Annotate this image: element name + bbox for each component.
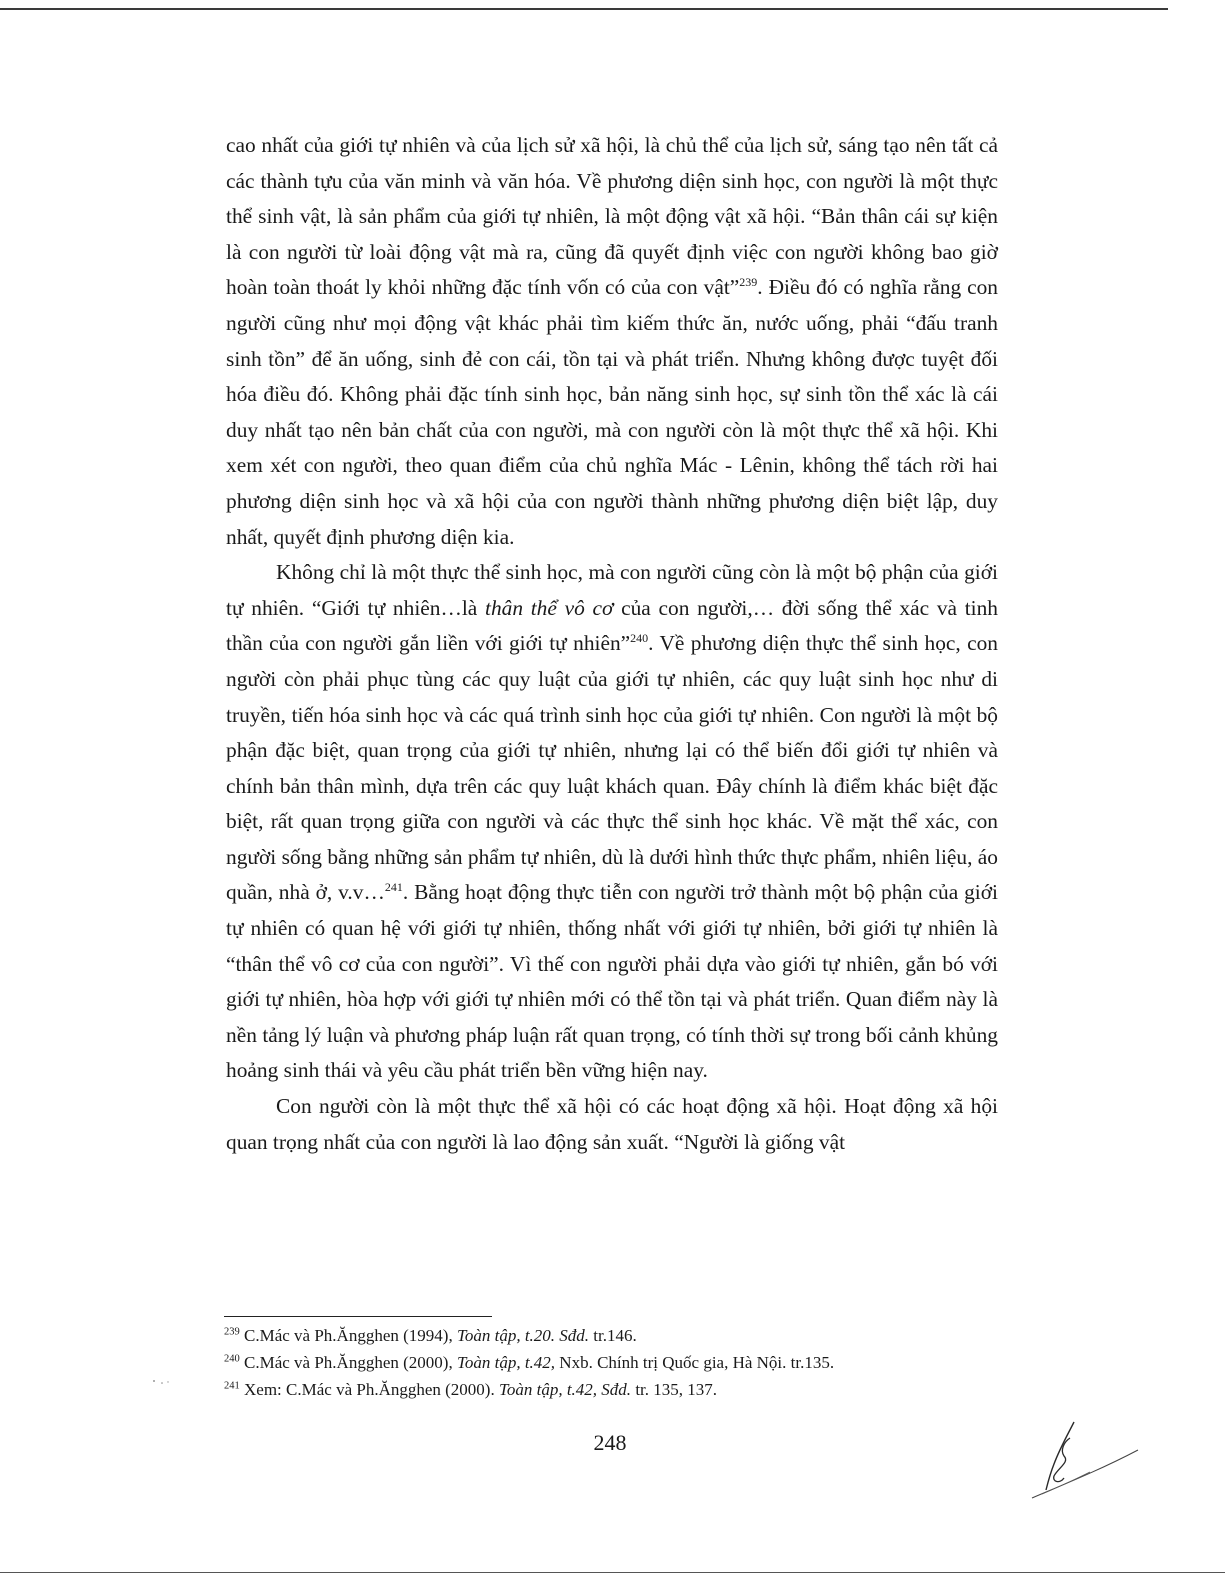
body-text [226, 128, 998, 1160]
footnote-239 [224, 1322, 1004, 1349]
text-run: C.Mác và Ph.Ăngghen (2000), [239, 1353, 457, 1372]
text-run: . Điều đó có nghĩa rằng con người cũng như mọi động vật khác phải tìm kiếm thức ăn, nước uống, phải “đấu tranh sinh tồn” để ăn uống, sinh đẻ con cái, tồn tại và phát triển. Nhưng không được tuyệt đối hóa điều đó. Không phải đặc tính sinh học, bản năng sinh học, sự sinh tồn thể xác là cái duy nhất tạo nên bản chất của con người, mà con người còn là một thực thể xã hội. Khi xem xét con người, theo quan điểm của chủ nghĩa Mác - Lênin, không thể tách rời hai phương diện sinh học và xã hội của con người thành những phương diện biệt lập, duy nhất, quyết định phương diện kia. [226, 275, 998, 549]
footnote-number: 240 [224, 1353, 240, 1365]
scan-speck [150, 1378, 180, 1386]
text-run: tr. 135, 137. [631, 1380, 718, 1399]
text-run: Nxb. Chính trị Quốc gia, Hà Nội. tr.135. [555, 1353, 835, 1372]
text-run: của con người,… đời sống thể xác và tinh thần của con người gắn liền với giới tự nhiên” [226, 595, 998, 656]
italic-text: thân thể vô cơ [485, 595, 614, 620]
text-run: C.Mác và Ph.Ăngghen (1994), [239, 1326, 457, 1345]
footnote-ref: 239 [739, 275, 758, 290]
text-run: Không chỉ là một thực thể sinh học, mà con người cũng còn là một bộ phận của giới tự nhiên. “Giới tự nhiên…là [226, 560, 998, 620]
italic-text: Toàn tập, t.20. Sđd. [456, 1326, 590, 1345]
text-run: Con người còn là một thực thể xã hội có các hoạt động xã hội. Hoạt động xã hội quan trọng nhất của con người là lao động sản xuất. “Người là giống vật [226, 1094, 998, 1154]
footnote-number: 241 [224, 1380, 240, 1392]
footnote-ref: 241 [384, 880, 403, 895]
italic-text: Toàn tập, t.42, Sđd. [498, 1380, 632, 1399]
text-run: . Về phương diện thực thể sinh học, con người còn phải phục tùng các quy luật của giới tự nhiên, các quy luật sinh học như di truyền, tiến hóa sinh học và các quá trình sinh học của giới tự nhiên. Con người là một bộ phận đặc biệt, quan trọng của giới tự nhiên, nhưng lại có thể biến đổi giới tự nhiên và chính bản thân mình, dựa trên các quy luật khách quan. Đây chính là điểm khác biệt đặc biệt, rất quan trọng giữa con người và các thực thể sinh học khác. Về mặt thể xác, con người sống bằng những sản phẩm tự nhiên, dù là dưới hình thức thực phẩm, nhiên liệu, áo quần, nhà ở, v.v… [226, 631, 998, 905]
page-number: 248 [593, 1430, 627, 1455]
footnote-241 [224, 1376, 1004, 1403]
footnote-240 [224, 1349, 1004, 1376]
paragraph-2 [226, 555, 998, 1089]
paragraph-1 [226, 128, 998, 555]
footnote-separator [224, 1316, 492, 1317]
italic-text: Toàn tập, t.42, [456, 1353, 556, 1372]
scan-border-bottom [0, 1572, 1225, 1573]
footnote-ref: 240 [630, 631, 649, 646]
text-run: . Bằng hoạt động thực tiễn con người trở thành một bộ phận của giới tự nhiên có quan hệ với giới tự nhiên, thống nhất với giới tự nhiên, bởi giới tự nhiên là “thân thể vô cơ của con người”. Vì thế con người phải dựa vào giới tự nhiên, gắn bó với giới tự nhiên, hòa hợp với giới tự nhiên mới có thể tồn tại và phát triển. Quan điểm này là nền tảng lý luận và phương pháp luận rất quan trọng, có tính thời sự trong bối cảnh khủng hoảng sinh thái và yêu cầu phát triển bền vững hiện nay. [226, 880, 998, 1083]
handwritten-signature-icon [1030, 1420, 1140, 1500]
paragraph-3 [226, 1089, 998, 1160]
text-run: tr.146. [589, 1326, 637, 1345]
text-run: cao nhất của giới tự nhiên và của lịch sử xã hội, là chủ thể của lịch sử, sáng tạo nên tất cả các thành tựu của văn minh và văn hóa. Về phương diện sinh học, con người là một thực thể sinh vật, là sản phẩm của giới tự nhiên, là một động vật xã hội. “Bản thân cái sự kiện là con người từ loài động vật mà ra, cũng đã quyết định việc con người không bao giờ hoàn toàn thoát ly khỏi những đặc tính vốn có của con vật” [226, 133, 998, 300]
footnote-number: 239 [224, 1326, 240, 1338]
scan-border-top [0, 8, 1168, 10]
footnotes [224, 1322, 1004, 1403]
text-run: Xem: C.Mác và Ph.Ăngghen (2000). [239, 1380, 499, 1399]
